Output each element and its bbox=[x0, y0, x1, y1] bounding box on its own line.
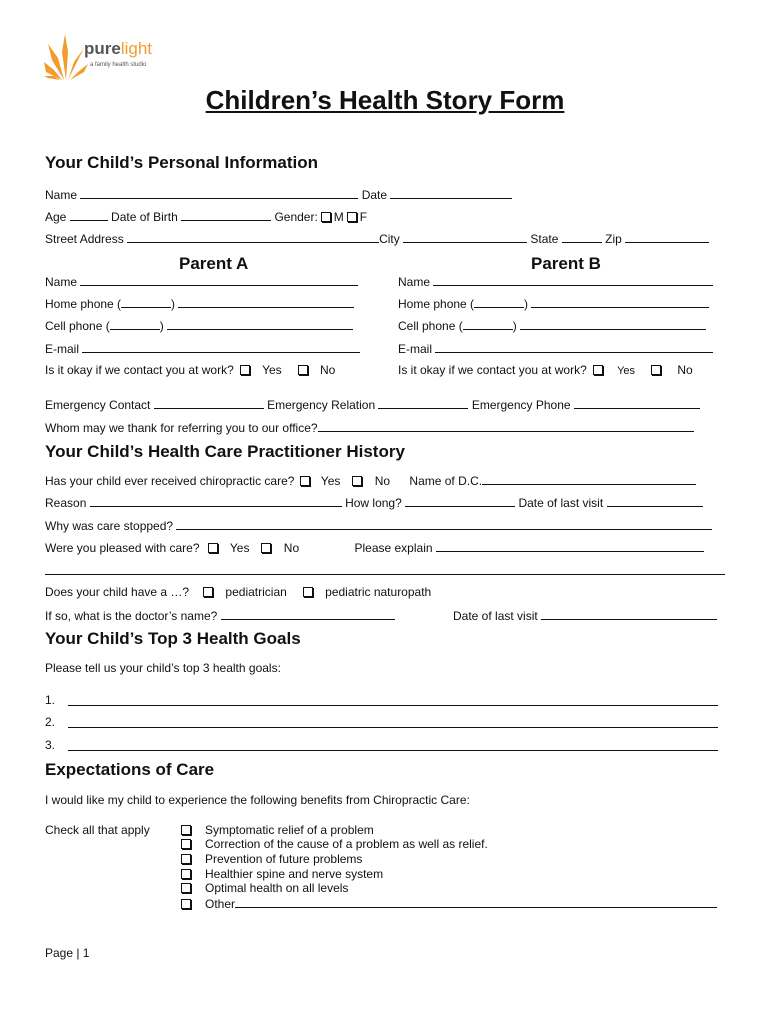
section-personal-info-heading: Your Child’s Personal Information bbox=[45, 153, 318, 172]
date-label: Date bbox=[361, 188, 388, 202]
parent-a-name-field[interactable] bbox=[80, 274, 358, 286]
pediatrician-checkbox[interactable] bbox=[203, 587, 213, 597]
parent-b-cell-phone-row bbox=[398, 318, 706, 333]
parent-b-home-phone-label: Home phone ( bbox=[398, 297, 475, 311]
naturopath-checkbox[interactable] bbox=[303, 587, 313, 597]
sunburst-icon bbox=[44, 32, 88, 82]
child-name-row bbox=[45, 187, 512, 202]
reason-label: Reason bbox=[45, 496, 87, 510]
parent-a-contact-yes-checkbox[interactable] bbox=[240, 365, 250, 375]
chiro-question: Has your child ever received chiropractic care? bbox=[45, 474, 295, 488]
expectation-option[interactable] bbox=[181, 867, 383, 881]
option-label: Other bbox=[205, 897, 236, 911]
pleased-no-label: No bbox=[283, 541, 300, 555]
section-practitioner-heading: Your Child’s Health Care Practitioner History bbox=[45, 442, 405, 461]
option-checkbox[interactable] bbox=[181, 839, 191, 849]
parent-a-home-paren: ) bbox=[171, 297, 176, 311]
parent-b-email-label: E-mail bbox=[398, 342, 433, 356]
option-checkbox[interactable] bbox=[181, 825, 191, 835]
doctor-last-visit-label: Date of last visit bbox=[453, 609, 538, 623]
parent-a-name-label: Name bbox=[45, 275, 78, 289]
gender-m-checkbox[interactable] bbox=[321, 212, 331, 222]
goals-prompt: Please tell us your child’s top 3 health goals: bbox=[45, 661, 281, 675]
page-number: Page | 1 bbox=[45, 946, 90, 960]
parent-b-home-phone-field[interactable] bbox=[531, 296, 709, 308]
emergency-row bbox=[45, 397, 700, 412]
parent-a-cell-paren: ) bbox=[159, 319, 164, 333]
parent-b-email-field[interactable] bbox=[435, 341, 713, 353]
parent-b-home-phone-row bbox=[398, 296, 709, 311]
chiro-no-label: No bbox=[374, 474, 391, 488]
option-checkbox[interactable] bbox=[181, 869, 191, 879]
pleased-no-checkbox[interactable] bbox=[261, 543, 271, 553]
goal-2-field[interactable] bbox=[68, 727, 718, 728]
parent-a-contact-no-checkbox[interactable] bbox=[298, 365, 308, 375]
pleased-question: Were you pleased with care? bbox=[45, 541, 200, 555]
parent-a-email-label: E-mail bbox=[45, 342, 80, 356]
parent-b-home-area-field[interactable] bbox=[474, 296, 524, 308]
parent-a-contact-question: Is it okay if we contact you at work? bbox=[45, 363, 234, 377]
pleased-row bbox=[45, 540, 704, 555]
parent-b-heading: Parent B bbox=[531, 254, 601, 273]
page-title: Children’s Health Story Form bbox=[205, 85, 565, 115]
parent-a-cell-phone-row bbox=[45, 318, 353, 333]
parent-b-contact-no-label: No bbox=[677, 363, 693, 377]
gender-m-label: M bbox=[333, 210, 344, 224]
parent-b-cell-area-field[interactable] bbox=[463, 318, 513, 330]
goal-1-number: 1. bbox=[45, 693, 56, 707]
parent-b-email-row bbox=[398, 341, 713, 356]
parent-b-name-label: Name bbox=[398, 275, 431, 289]
parent-b-contact-row bbox=[398, 363, 693, 378]
parent-a-email-field[interactable] bbox=[82, 341, 360, 353]
doctor-name-field[interactable] bbox=[221, 608, 395, 620]
option-label: Healthier spine and nerve system bbox=[205, 867, 384, 881]
chiro-yes-label: Yes bbox=[320, 474, 341, 488]
emergency-contact-field[interactable] bbox=[154, 397, 264, 409]
parent-a-cell-area-field[interactable] bbox=[110, 318, 160, 330]
parent-a-cell-phone-field[interactable] bbox=[167, 318, 353, 330]
gender-label: Gender: bbox=[274, 210, 318, 224]
reason-row bbox=[45, 495, 703, 510]
option-label: Symptomatic relief of a problem bbox=[205, 823, 374, 837]
expectation-option[interactable] bbox=[181, 852, 362, 866]
emergency-phone-label: Emergency Phone bbox=[471, 398, 571, 412]
section-goals-heading: Your Child’s Top 3 Health Goals bbox=[45, 629, 301, 648]
parent-b-contact-question: Is it okay if we contact you at work? bbox=[398, 363, 587, 377]
state-label: State bbox=[530, 232, 559, 246]
zip-field[interactable] bbox=[625, 231, 709, 243]
option-checkbox[interactable] bbox=[181, 899, 191, 909]
expectation-option[interactable] bbox=[181, 881, 348, 895]
explain-label: Please explain bbox=[354, 541, 433, 555]
expectation-option-other[interactable] bbox=[181, 896, 717, 911]
parent-a-home-phone-row bbox=[45, 296, 354, 311]
city-field[interactable] bbox=[403, 231, 527, 243]
parent-b-contact-yes-checkbox[interactable] bbox=[593, 365, 603, 375]
parent-b-name-row bbox=[398, 274, 713, 289]
parent-b-cell-phone-field[interactable] bbox=[520, 318, 706, 330]
last-visit-field[interactable] bbox=[607, 495, 703, 507]
naturopath-label: pediatric naturopath bbox=[325, 585, 432, 599]
emergency-relation-label: Emergency Relation bbox=[267, 398, 376, 412]
option-label: Correction of the cause of a problem as well as relief. bbox=[205, 837, 488, 851]
how-long-field[interactable] bbox=[405, 495, 515, 507]
parent-a-contact-yes-label: Yes bbox=[262, 363, 282, 377]
pleased-yes-label: Yes bbox=[229, 541, 250, 555]
parent-b-cell-paren: ) bbox=[512, 319, 517, 333]
dob-label: Date of Birth bbox=[111, 210, 178, 224]
date-field[interactable] bbox=[390, 187, 512, 199]
other-field[interactable] bbox=[235, 896, 717, 908]
referral-field[interactable] bbox=[318, 420, 694, 432]
option-checkbox[interactable] bbox=[181, 854, 191, 864]
address-row bbox=[45, 231, 709, 246]
street-field[interactable] bbox=[127, 231, 379, 243]
state-field[interactable] bbox=[562, 231, 602, 243]
parent-b-name-field[interactable] bbox=[433, 274, 713, 286]
goal-1-field[interactable] bbox=[68, 705, 718, 706]
option-checkbox[interactable] bbox=[181, 883, 191, 893]
parent-a-contact-row bbox=[45, 363, 335, 377]
parent-a-contact-no-label: No bbox=[320, 363, 336, 377]
why-stopped-row bbox=[45, 518, 712, 533]
referral-question: Whom may we thank for referring you to our office? bbox=[45, 421, 318, 435]
child-name-field[interactable] bbox=[80, 187, 358, 199]
parent-a-cell-phone-label: Cell phone ( bbox=[45, 319, 110, 333]
age-label: Age bbox=[45, 210, 67, 224]
pediatrician-label: pediatrician bbox=[225, 585, 287, 599]
emergency-contact-label: Emergency Contact bbox=[45, 398, 151, 412]
reason-field[interactable] bbox=[90, 495, 342, 507]
parent-b-contact-no-checkbox[interactable] bbox=[651, 365, 661, 375]
expectation-option[interactable] bbox=[181, 837, 488, 851]
parent-a-heading: Parent A bbox=[179, 254, 249, 273]
doctor-last-visit-row bbox=[453, 608, 717, 623]
chiro-row bbox=[45, 473, 696, 488]
dc-name-field[interactable] bbox=[482, 473, 696, 485]
check-all-label: Check all that apply bbox=[45, 823, 150, 837]
age-field[interactable] bbox=[70, 209, 108, 221]
option-label: Optimal health on all levels bbox=[205, 881, 349, 895]
referral-row bbox=[45, 420, 694, 435]
how-long-label: How long? bbox=[345, 496, 402, 510]
explain-continuation-line[interactable] bbox=[45, 574, 725, 575]
logo-tagline: a family health studio bbox=[90, 62, 147, 68]
parent-a-home-area-field[interactable] bbox=[121, 296, 171, 308]
chiro-yes-checkbox[interactable] bbox=[300, 476, 310, 486]
dc-name-label: Name of D.C. bbox=[409, 474, 483, 488]
purelight-logo bbox=[44, 32, 174, 82]
gender-f-label: F bbox=[359, 210, 368, 224]
chiro-no-checkbox[interactable] bbox=[352, 476, 362, 486]
parent-b-cell-phone-label: Cell phone ( bbox=[398, 319, 463, 333]
gender-f-checkbox[interactable] bbox=[347, 212, 357, 222]
city-label: City bbox=[379, 232, 400, 246]
why-stopped-label: Why was care stopped? bbox=[45, 519, 174, 533]
provider-type-row bbox=[45, 585, 431, 599]
option-label: Prevention of future problems bbox=[205, 852, 363, 866]
parent-a-home-phone-label: Home phone ( bbox=[45, 297, 122, 311]
parent-a-name-row bbox=[45, 274, 358, 289]
parent-a-home-phone-field[interactable] bbox=[178, 296, 354, 308]
zip-label: Zip bbox=[605, 232, 622, 246]
expectation-option[interactable] bbox=[181, 823, 374, 837]
provider-type-question: Does your child have a …? bbox=[45, 585, 190, 599]
explain-field[interactable] bbox=[436, 540, 704, 552]
goal-2-number: 2. bbox=[45, 715, 56, 729]
goal-3-field[interactable] bbox=[68, 750, 718, 751]
parent-b-contact-yes-label: Yes bbox=[617, 365, 636, 377]
doctor-last-visit-field[interactable] bbox=[541, 608, 717, 620]
pleased-yes-checkbox[interactable] bbox=[208, 543, 218, 553]
parent-a-email-row bbox=[45, 341, 360, 356]
expectations-prompt: I would like my child to experience the following benefits from Chiropractic Care: bbox=[45, 793, 470, 807]
last-visit-label: Date of last visit bbox=[518, 496, 604, 510]
emergency-relation-field[interactable] bbox=[378, 397, 468, 409]
age-row bbox=[45, 209, 367, 224]
dob-field[interactable] bbox=[181, 209, 271, 221]
emergency-phone-field[interactable] bbox=[574, 397, 700, 409]
doctor-name-label: If so, what is the doctor’s name? bbox=[45, 609, 218, 623]
logo-wordmark: purelight bbox=[84, 39, 153, 58]
section-expectations-heading: Expectations of Care bbox=[45, 760, 215, 779]
child-name-label: Name bbox=[45, 188, 78, 202]
why-stopped-field[interactable] bbox=[176, 518, 712, 530]
street-label: Street Address bbox=[45, 232, 124, 246]
parent-b-home-paren: ) bbox=[524, 297, 529, 311]
goal-3-number: 3. bbox=[45, 738, 56, 752]
doctor-name-row bbox=[45, 608, 395, 623]
